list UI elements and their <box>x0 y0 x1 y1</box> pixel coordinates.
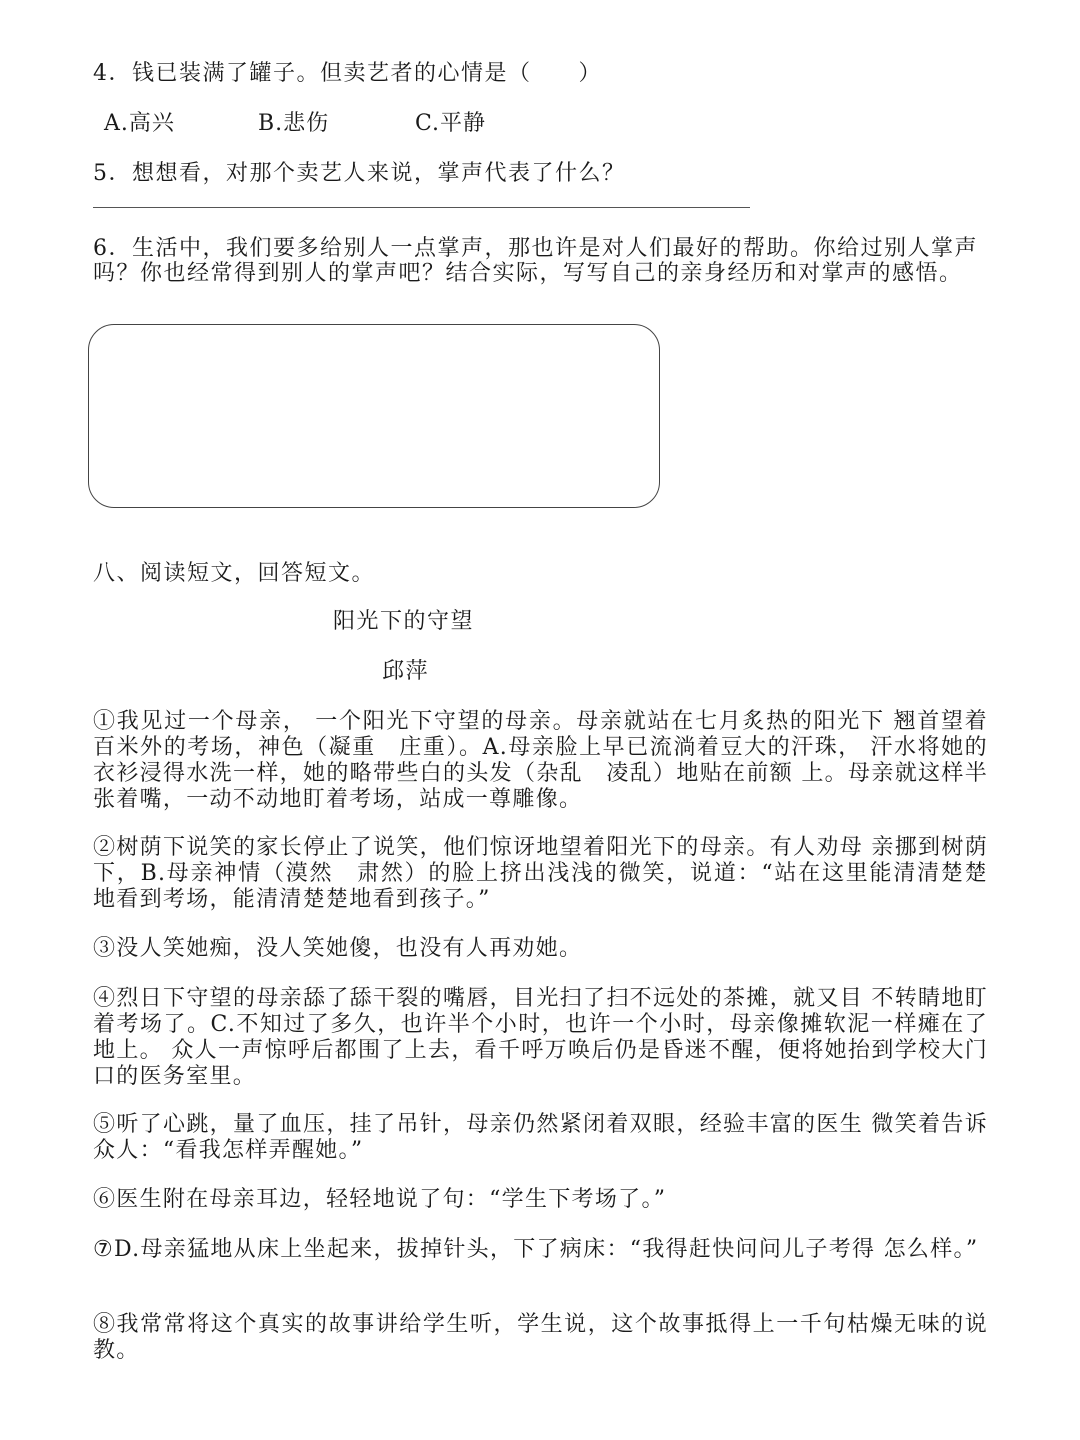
paragraph-4: ④烈日下守望的母亲舔了舔干裂的嘴唇，目光扫了扫不远处的茶摊，就又目 不转睛地盯着考场了。C.不知过了多久，也许半个小时，也许一个小时，母亲像摊软泥一样瘫在了地上。 众人一声惊呼后都围了上去，看千呼万唤后仍是昏迷不醒，便将她抬到学校大门口的医务室里。 <box>93 986 988 1089</box>
answer-line[interactable] <box>93 207 750 208</box>
paragraph-8: ⑧我常常将这个真实的故事讲给学生听，学生说，这个故事抵得上一千句枯燥无味的说教。 <box>93 1312 988 1363</box>
question-4-text: 4．钱已装满了罐子。但卖艺者的心情是（ ） <box>93 61 602 86</box>
article-author: 邱萍 <box>382 659 430 684</box>
option-a: A.高兴 <box>104 111 175 136</box>
section-heading: 八、阅读短文，回答短文。 <box>93 561 376 586</box>
question-6-line-2: 吗？你也经常得到别人的掌声吧？结合实际，写写自己的亲身经历和对掌声的感悟。 <box>93 261 963 286</box>
question-5-text: 5．想想看，对那个卖艺人来说，掌声代表了什么？ <box>93 161 626 186</box>
paragraph-1: ①我见过一个母亲， 一个阳光下守望的母亲。母亲就站在七月炙热的阳光下 翘首望着百米外的考场，神色（凝重 庄重）。A.母亲脸上早已流淌着豆大的汗珠， 汗水将她的衣衫浸得水洗一样，她的略带些白的头发（杂乱 凌乱）地贴在前额 上。母亲就这样半张着嘴，一动不动地盯着考场，站成一尊雕像。 <box>93 709 988 812</box>
paragraph-7: ⑦D.母亲猛地从床上坐起来，拔掉针头，下了病床：“我得赶快问问儿子考得 怎么样。” <box>93 1237 979 1262</box>
paragraph-5: ⑤听了心跳，量了血压，挂了吊针，母亲仍然紧闭着双眼，经验丰富的医生 微笑着告诉众人：“看我怎样弄醒她。” <box>93 1112 988 1163</box>
paragraph-6: ⑥医生附在母亲耳边，轻轻地说了句：“学生下考场了。” <box>93 1187 667 1212</box>
option-b: B.悲伤 <box>258 111 330 136</box>
question-6-line-1: 6．生活中，我们要多给别人一点掌声，那也许是对人们最好的帮助。你给过别人掌声 <box>93 236 978 261</box>
answer-box[interactable] <box>88 324 660 508</box>
paragraph-2: ②树荫下说笑的家长停止了说笑，他们惊讶地望着阳光下的母亲。有人劝母 亲挪到树荫下，B.母亲神情（漠然 肃然）的脸上挤出浅浅的微笑，说道：“站在这里能清清楚楚地看到考场，能清清楚楚地看到孩子。” <box>93 835 988 912</box>
option-c: C.平静 <box>415 111 487 136</box>
article-title: 阳光下的守望 <box>333 609 475 634</box>
paragraph-3: ③没人笑她痴，没人笑她傻，也没有人再劝她。 <box>93 936 583 961</box>
